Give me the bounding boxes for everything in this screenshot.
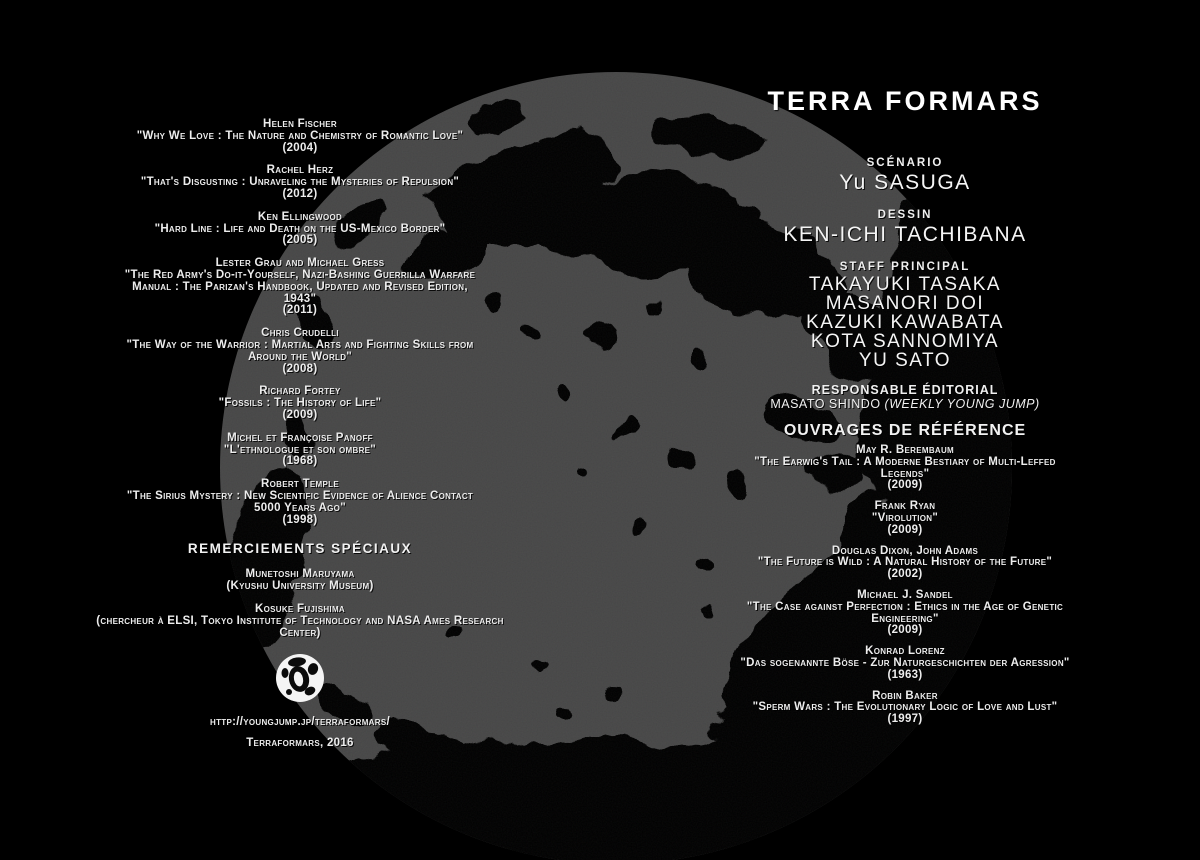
bib-year: (1968) [282, 455, 318, 468]
earth-globe-icon [274, 652, 326, 704]
ref-author: Michael J. Sandel [857, 588, 953, 601]
credit-role-scenario: SCÉNARIO [866, 157, 944, 169]
bib-author: Richard Fortey [259, 385, 341, 398]
bibliography-entry [55, 258, 545, 317]
bib-author: Helen Fischer [263, 118, 337, 130]
special-thanks-name: Kosuke Fujishima [254, 602, 345, 615]
ref-author: Frank Ryan [874, 500, 936, 513]
ref-author: Konrad Lorenz [865, 645, 945, 658]
bibliography-entry [55, 165, 545, 200]
ref-title: "The Case against Perfection : Ethics in the Age of Genetic Engineering" [746, 600, 1064, 625]
bib-author: Robert Temple [261, 478, 339, 491]
bib-title: "The Red Army's Do-it-Yourself, Nazi-Bashing Guerrilla Warfare Manual : The Parizan's Handbook, Updated and Revised Edition, 1943" [124, 268, 476, 305]
site-url: http://youngjump.jp/terraformars/ [210, 716, 390, 729]
bibliography-entry [55, 479, 545, 526]
editorial-note: (WEEKLY YOUNG JUMP) [884, 397, 1040, 411]
bib-year: (1998) [282, 513, 318, 526]
bibliography-entry [55, 328, 545, 375]
ref-year: (1997) [887, 713, 923, 726]
staff-member: KAZUKI KAWABATA [806, 312, 1004, 333]
ref-author: May R. Berembaum [855, 444, 955, 456]
credit-role-staff: STAFF PRINCIPAL [839, 261, 971, 273]
right-column [690, 86, 1120, 735]
special-thanks-affiliation: (Kyushu University Museum) [226, 580, 374, 593]
special-thanks-header: REMERCIEMENTS SPÉCIAUX [187, 541, 413, 557]
reference-entry [690, 646, 1120, 681]
bib-author: Rachel Herz [266, 164, 334, 177]
bib-title: "L'ethnologue et son ombre" [223, 443, 377, 456]
ref-title: "The Future is Wild : A Natural History of the Future" [757, 556, 1053, 569]
staff-member: TAKAYUKI TASAKA [808, 274, 1002, 295]
bib-author: Lester Grau and Michael Gress [215, 257, 385, 270]
ref-title: "The Earwig's Tail : A Moderne Bestiary of Multi-Leffed Legends" [754, 455, 1056, 480]
special-thanks-name: Munetoshi Maruyama [245, 568, 355, 581]
bib-year: (2005) [282, 234, 318, 247]
bib-title: "That's Disgusting : Unraveling the Mysteries of Repulsion" [140, 176, 460, 189]
credit-name-dessin: KEN-ICHI TACHIBANA [783, 223, 1027, 246]
bib-author: Ken Ellingwood [257, 210, 343, 223]
staff-member: KOTA SANNOMIYA [810, 331, 1000, 352]
bibliography-entry [55, 212, 545, 247]
bib-title: "Why We Love : The Nature and Chemistry of Romantic Love" [136, 129, 464, 142]
special-thanks-affiliation: (chercheur à ELSI, Tokyo Institute of Technology and NASA Ames Research Center) [96, 614, 504, 639]
bib-title: "The Sirius Mystery : New Scientific Evidence of Alience Contact 5000 Years Ago" [126, 489, 474, 514]
ref-year: (2002) [887, 568, 923, 581]
references-header: OUVRAGES DE RÉFÉRENCE [783, 422, 1027, 439]
special-thanks-entry [55, 604, 545, 639]
ref-title: "Sperm Wars : The Evolutionary Logic of Love and Lust" [752, 701, 1058, 714]
credit-name-editorial [690, 397, 1120, 411]
reference-entry [690, 546, 1120, 581]
bib-year: (2012) [282, 187, 318, 200]
bib-year: (2011) [282, 304, 318, 317]
ref-year: (2009) [887, 624, 923, 637]
bib-title: "The Way of the Warrior : Martial Arts and Fighting Skills from Around the World" [126, 338, 474, 363]
staff-member: YU SATO [858, 350, 952, 371]
bibliography-entry [55, 433, 545, 468]
reference-entry [690, 501, 1120, 536]
bib-author: Chris Crudelli [261, 327, 339, 340]
ref-year: (2009) [887, 479, 923, 492]
bib-year: (2004) [282, 141, 318, 154]
editorial-name: MASATO SHINDO [770, 397, 881, 411]
bibliography-entry [55, 386, 545, 421]
page-title: TERRA FORMARS [767, 86, 1043, 116]
bibliography-entry [55, 119, 545, 154]
copyright-line: Terraformars, 2016 [246, 737, 354, 750]
bib-author: Michel et Françoise Panoff [227, 431, 373, 444]
credit-role-dessin: DESSIN [877, 209, 933, 221]
ref-title: "Das sogenannte Böse - Zur Naturgeschichten der Agression" [740, 656, 1070, 669]
bib-year: (2008) [282, 362, 318, 375]
ref-year: (1963) [887, 668, 923, 681]
bib-title: "Fossils : The History of Life" [218, 397, 382, 410]
bib-title: "Hard Line : Life and Death on the US-Mexico Border" [154, 222, 446, 235]
left-column [55, 119, 545, 750]
reference-entry [690, 445, 1120, 492]
reference-entry [690, 691, 1120, 726]
credit-name-scenario: Yu SASUGA [839, 171, 971, 194]
ref-year: (2009) [887, 523, 923, 536]
special-thanks-entry [55, 569, 545, 593]
reference-entry [690, 590, 1120, 637]
bib-year: (2009) [282, 408, 318, 421]
staff-member: MASANORI DOI [825, 293, 985, 314]
ref-author: Robin Baker [872, 689, 938, 702]
ref-author: Douglas Dixon, John Adams [831, 544, 979, 557]
credit-role-editorial: RESPONSABLE ÉDITORIAL [811, 383, 999, 397]
ref-title: "Virolution" [871, 511, 939, 524]
